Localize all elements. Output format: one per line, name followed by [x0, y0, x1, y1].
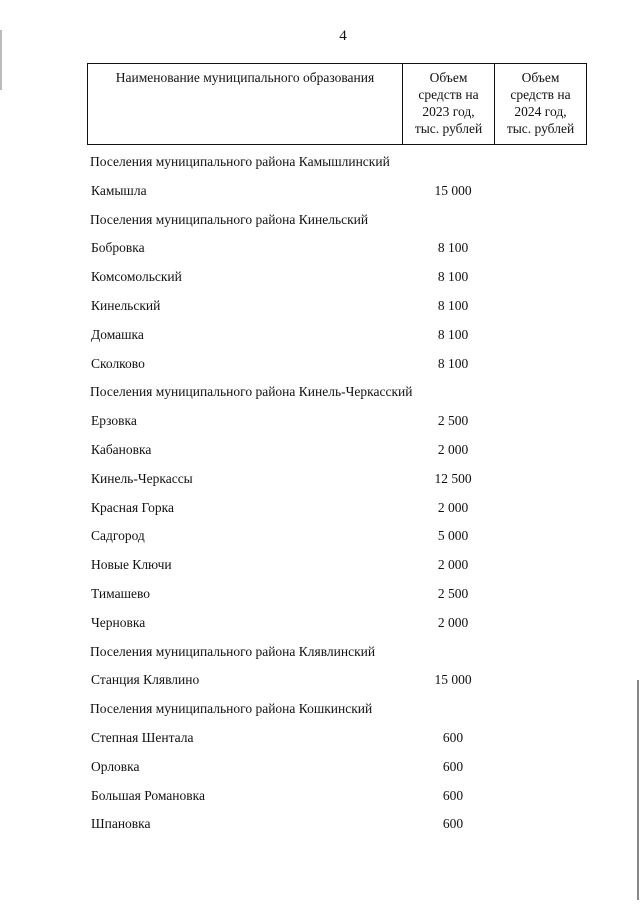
settlement-name: Кабановка — [91, 441, 152, 457]
table-row — [0, 520, 640, 549]
header-2024-line: средств на — [510, 87, 571, 102]
settlement-name: Большая Романовка — [91, 787, 205, 803]
table-row — [0, 578, 640, 607]
header-2023-line: Объем — [429, 70, 468, 85]
scan-edge-mark — [0, 30, 2, 90]
settlement-name: Тимашево — [91, 585, 150, 601]
table-row — [0, 722, 640, 751]
header-2024-column — [495, 64, 586, 144]
settlement-name: Камышла — [91, 182, 147, 198]
table-row — [0, 434, 640, 463]
amount-2023: 2 500 — [437, 413, 469, 429]
amount-2023: 8 100 — [437, 297, 469, 313]
settlement-name: Комсомольский — [91, 269, 182, 285]
settlement-name: Садгород — [91, 528, 145, 544]
table-row — [0, 261, 640, 290]
table-row — [0, 664, 640, 693]
settlement-name: Ерзовка — [91, 413, 137, 429]
amount-2023: 600 — [442, 816, 464, 832]
amount-2023: 5 000 — [437, 528, 469, 544]
amount-2023: 2 500 — [437, 585, 469, 601]
amount-2023: 600 — [442, 729, 464, 745]
table-row — [0, 405, 640, 434]
header-2023-line: тыс. рублей — [414, 121, 483, 136]
table-row — [0, 751, 640, 780]
table-row — [0, 175, 640, 204]
page-number: 4 — [339, 28, 347, 44]
table-row — [0, 319, 640, 348]
settlement-name: Красная Горка — [91, 499, 175, 515]
amount-2023: 600 — [442, 758, 464, 774]
table-row — [0, 780, 640, 809]
header-2023-line: 2023 год, — [422, 104, 475, 119]
amount-2023: 600 — [442, 787, 464, 803]
group-heading-label: Поселения муниципального района Камышлинский — [90, 154, 390, 169]
settlement-name: Кинельский — [91, 297, 161, 313]
amount-2023: 8 100 — [437, 240, 469, 256]
header-2024-line: 2024 год, — [514, 104, 567, 119]
amount-2023: 8 100 — [437, 355, 469, 371]
group-heading-label: Поселения муниципального района Клявлинский — [90, 643, 376, 659]
group-heading-row — [0, 204, 640, 233]
header-2024-line: тыс. рублей — [506, 121, 575, 136]
table-row — [0, 232, 640, 261]
settlement-name: Черновка — [91, 614, 146, 630]
group-heading-row — [0, 693, 640, 722]
amount-2023: 8 100 — [437, 326, 469, 342]
header-name-column: Наименование муниципального образования — [88, 64, 403, 144]
amount-2023: 8 100 — [437, 269, 469, 285]
table-header — [87, 63, 587, 145]
group-heading-row — [0, 146, 640, 175]
group-heading-label: Поселения муниципального района Кошкинский — [90, 701, 373, 717]
settlement-name: Орловка — [91, 758, 140, 774]
settlement-name: Степная Шентала — [91, 729, 194, 745]
amount-2023: 2 000 — [437, 614, 469, 630]
table-row — [0, 290, 640, 319]
group-heading-row — [0, 636, 640, 665]
table-row — [0, 348, 640, 377]
settlement-name: Сколково — [91, 355, 145, 371]
header-2023-line: средств на — [418, 87, 479, 102]
group-heading-label: Поселения муниципального района Кинельский — [90, 211, 369, 227]
table-row — [0, 549, 640, 578]
header-2023-column — [403, 64, 495, 144]
group-heading-label: Поселения муниципального района Кинель-Черкасский — [90, 384, 413, 400]
amount-2023: 2 000 — [437, 499, 469, 515]
table-body — [0, 146, 640, 837]
scan-edge-mark — [637, 680, 639, 900]
header-2024-line: Объем — [521, 70, 560, 85]
table-row — [0, 463, 640, 492]
amount-2023: 12 500 — [434, 470, 472, 486]
amount-2023: 2 000 — [437, 441, 469, 457]
settlement-name: Станция Клявлино — [91, 672, 200, 688]
group-heading-row — [0, 376, 640, 405]
settlement-name: Домашка — [91, 326, 144, 342]
table-row — [0, 492, 640, 521]
table-row — [0, 808, 640, 837]
settlement-name: Новые Ключи — [91, 557, 172, 573]
amount-2023: 2 000 — [437, 557, 469, 573]
settlement-name: Кинель-Черкассы — [91, 470, 193, 486]
amount-2023: 15 000 — [434, 672, 472, 688]
amount-2023: 15 000 — [434, 182, 472, 198]
settlement-name: Шпановка — [91, 816, 151, 832]
table-row — [0, 607, 640, 636]
settlement-name: Бобровка — [91, 240, 145, 256]
